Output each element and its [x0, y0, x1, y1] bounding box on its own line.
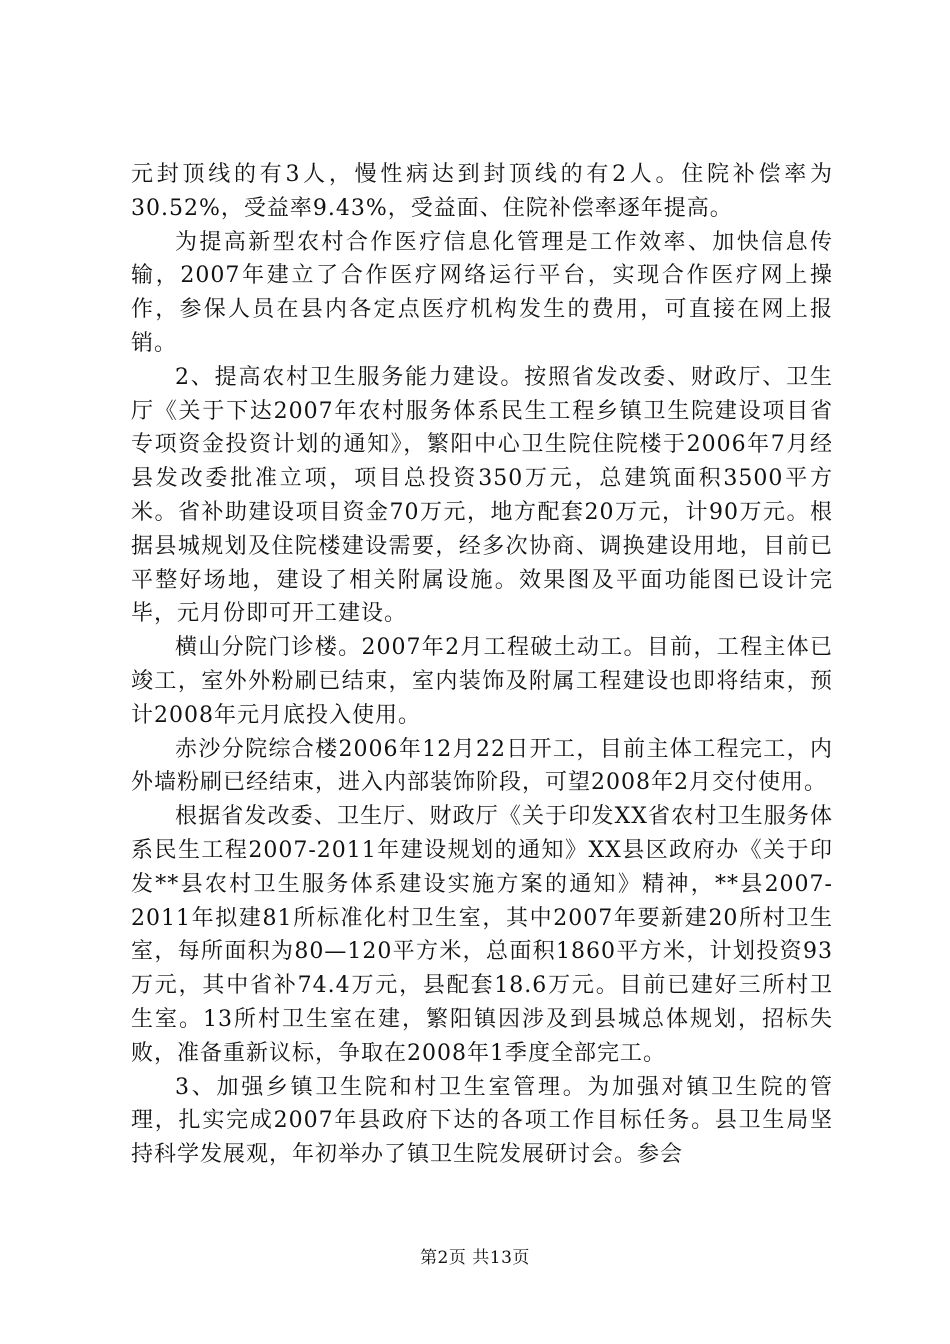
paragraph-3: 2、提高农村卫生服务能力建设。按照省发改委、财政厅、卫生厅《关于下达2007年农村服务体系民生工程乡镇卫生院建设项目省专项资金投资计划的通知》，繁阳中心卫生院住院楼于2006年7月经县发改委批准立项，项目总投资350万元，总建筑面积3500平方米。省补助建设项目资金70万元，地方配套20万元，计90万元。根据县城规划及住院楼建设需要，经多次协商、调换建设用地，目前已平整好场地，建设了相关附属设施。效果图及平面功能图已设计完毕，元月份即可开工建设。: [131, 364, 833, 627]
paragraph-7: 3、加强乡镇卫生院和村卫生室管理。为加强对镇卫生院的管理，扎实完成2007年县政府下达的各项工作目标任务。县卫生局坚持科学发展观，年初举办了镇卫生院发展研讨会。参会: [131, 1074, 833, 1168]
paragraph-4: 横山分院门诊楼。2007年2月工程破土动工。目前，工程主体已竣工，室外外粉刷已结束，室内装饰及附属工程建设也即将结束，预计2008年元月底投入使用。: [131, 635, 833, 728]
paragraph-6: 根据省发改委、卫生厅、财政厅《关于印发XX省农村卫生服务体系民生工程2007-2011年建设规划的通知》XX县区政府办《关于印发**县农村卫生服务体系建设实施方案的通知》精神，**县2007-2011年拟建81所标准化村卫生室，其中2007年要新建20所村卫生室，每所面积为80—120平方米，总面积1860平方米，计划投资93万元，其中省补74.4万元，县配套18.6万元。目前已建好三所村卫生室。13所村卫生室在建，繁阳镇因涉及到县城总体规划，招标失败，准备重新议标，争取在2008年1季度全部完工。: [131, 804, 833, 1066]
document-body: [131, 158, 833, 1172]
paragraph-5: 赤沙分院综合楼2006年12月22日开工，目前主体工程完工，内外墙粉刷已经结束，进入内部装饰阶段，可望2008年2月交付使用。: [131, 736, 833, 796]
paragraph-2: 为提高新型农村合作医疗信息化管理是工作效率、加快信息传输，2007年建立了合作医疗网络运行平台，实现合作医疗网上操作，参保人员在县内各定点医疗机构发生的费用，可直接在网上报销。: [131, 229, 833, 356]
page-footer: 第2页 共13页: [420, 1248, 530, 1268]
paragraph-1: 元封顶线的有3人，慢性病达到封顶线的有2人。住院补偿率为30.52%，受益率9.43%，受益面、住院补偿率逐年提高。: [131, 162, 833, 221]
